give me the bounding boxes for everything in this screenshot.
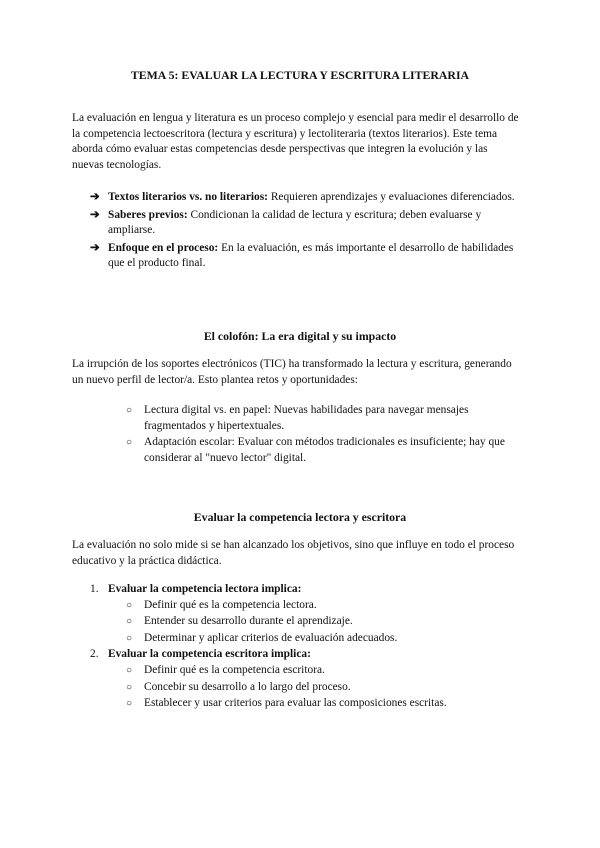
circle-bullet-icon: ○ xyxy=(126,599,133,611)
circle-bullet-icon: ○ xyxy=(126,616,133,628)
list-item-label: Saberes previos: xyxy=(108,208,188,221)
list-item-text: Definir qué es la competencia lectora. xyxy=(144,598,317,611)
list-item-label: Enfoque en el proceso: xyxy=(108,241,219,254)
list-item xyxy=(126,598,522,614)
arrow-bullet-icon: ➔ xyxy=(90,241,100,254)
list-number: 1. xyxy=(90,583,99,595)
section-title-evaluate-competence: Evaluar la competencia lectora y escritora xyxy=(193,510,407,524)
list-item-label: Textos literarios vs. no literarios: xyxy=(108,191,268,203)
intro-paragraph: La evaluación en lengua y literatura es un proceso complejo y esencial para medir el desarrollo de la competencia lectoescritora (lectura y escritura) y lectoliteraria (textos literarios). Este tema aborda cómo evaluar estas competencias desde perspectivas que integren la evolución y las nuevas tecnologías. xyxy=(72,112,519,171)
list-item xyxy=(90,208,520,239)
numbered-item-label: Evaluar la competencia escritora implica: xyxy=(108,648,311,661)
list-item-text: Entender su desarrollo durante el aprendizaje. xyxy=(144,615,353,628)
numbered-list xyxy=(90,582,522,713)
list-item xyxy=(126,614,522,630)
list-item xyxy=(126,631,522,647)
sub-list xyxy=(126,598,522,647)
list-item-text: Definir qué es la competencia escritora. xyxy=(144,663,325,676)
list-item-text: Establecer y usar criterios para evaluar las composiciones escritas. xyxy=(144,697,447,710)
circle-bullet-icon: ○ xyxy=(126,437,133,449)
list-item-text: Concebir su desarrollo a lo largo del proceso. xyxy=(144,680,351,693)
list-item xyxy=(126,403,522,434)
list-item-text: Determinar y aplicar criterios de evaluación adecuados. xyxy=(144,631,398,644)
list-item xyxy=(126,696,522,712)
numbered-item xyxy=(90,647,522,711)
list-item-text: Adaptación escolar: Evaluar con métodos tradicionales es insuficiente; hay que considerar al "nuevo lector" digital. xyxy=(144,436,505,464)
list-item-text: Requieren aprendizajes y evaluaciones diferenciados. xyxy=(267,191,515,203)
circle-bullet-icon: ○ xyxy=(126,698,133,710)
circle-bullet-icon: ○ xyxy=(126,405,133,416)
numbered-item-label: Evaluar la competencia lectora implica: xyxy=(108,583,302,595)
key-points-list xyxy=(90,190,520,274)
document-title: TEMA 5: EVALUAR LA LECTURA Y ESCRITURA LITERARIA xyxy=(130,68,470,82)
section-title-digital-era: El colofón: La era digital y su impacto xyxy=(203,329,397,343)
arrow-bullet-icon: ➔ xyxy=(90,191,100,203)
sub-list xyxy=(126,663,522,712)
digital-era-list xyxy=(126,403,522,467)
circle-bullet-icon: ○ xyxy=(126,632,133,644)
circle-bullet-icon: ○ xyxy=(126,664,133,676)
list-number: 2. xyxy=(90,648,99,661)
numbered-item xyxy=(90,582,522,646)
list-item xyxy=(90,241,520,272)
circle-bullet-icon: ○ xyxy=(126,681,133,693)
list-item xyxy=(126,435,522,466)
list-item xyxy=(126,663,522,679)
list-item-text: Condicionan la calidad de lectura y escritura; deben evaluarse y ampliarse. xyxy=(108,208,482,237)
list-item xyxy=(90,190,520,206)
section-paragraph: La irrupción de los soportes electrónicos (TIC) ha transformado la lectura y escritura, generando un nuevo perfil de lector/a. Esto plantea retos y oportunidades: xyxy=(72,358,512,386)
list-item-text: Lectura digital vs. en papel: Nuevas habilidades para navegar mensajes fragmentados y hipertextuales. xyxy=(144,404,469,432)
section-paragraph: La evaluación no solo mide si se han alcanzado los objetivos, sino que influye en todo el proceso educativo y la práctica didáctica. xyxy=(72,539,515,567)
list-item-text: En la evaluación, es más importante el desarrollo de habilidades que el producto final. xyxy=(108,241,514,270)
list-item xyxy=(126,680,522,696)
arrow-bullet-icon: ➔ xyxy=(90,208,100,221)
